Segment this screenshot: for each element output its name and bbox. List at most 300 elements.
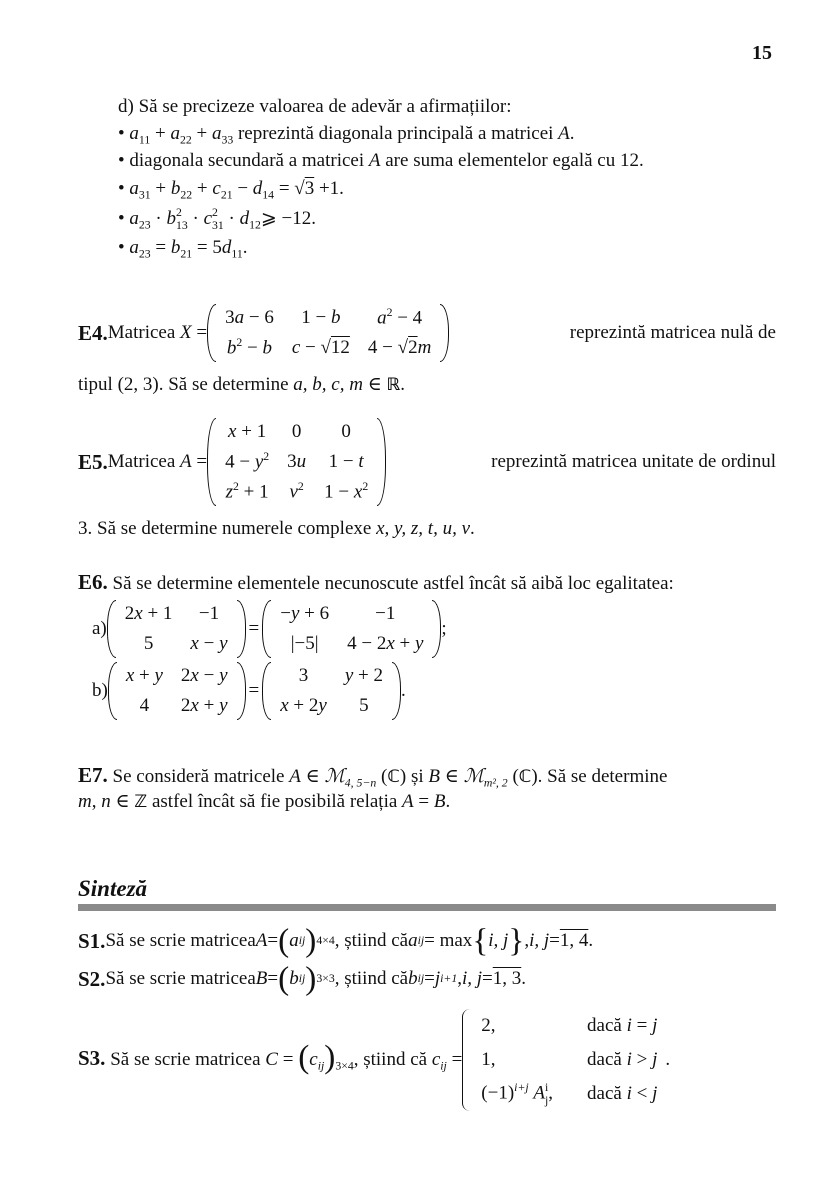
math-t: + [150, 178, 171, 199]
math-sub: 33 [221, 133, 234, 147]
math-t: > [631, 1048, 653, 1070]
matrix-cell [336, 661, 392, 691]
matrix-cell [283, 303, 359, 333]
math-t: , știind că [334, 930, 409, 951]
math-i: a [129, 178, 139, 199]
math-t: , [548, 1083, 554, 1105]
math-t: + 1 [142, 603, 173, 625]
matrix-cell [278, 477, 315, 507]
s3-end: . [665, 1049, 671, 1070]
math-subsup [176, 207, 188, 232]
math-t: · [223, 208, 240, 229]
matrix-cell [315, 417, 377, 447]
math-t: + 1 [236, 420, 267, 442]
math-i: x [386, 633, 395, 654]
math-sub: 11 [231, 247, 243, 261]
e5-post [491, 451, 776, 473]
math-t: = [482, 968, 493, 989]
e5-label [78, 450, 108, 475]
math-i: i, j [488, 930, 509, 951]
math-i: x, y, z, t, u, v [376, 518, 471, 539]
e6-a-right-matrix [262, 599, 441, 658]
matrix-cell [172, 691, 237, 721]
math-t: Matricea [107, 322, 181, 343]
math-t: 5 [143, 633, 154, 654]
math-i: b [289, 968, 299, 989]
math-t: − √ [300, 337, 331, 359]
matrix-cell [315, 447, 377, 477]
math-t: 1 − [324, 481, 354, 503]
math-i: c [212, 178, 221, 199]
math-t: 3 [298, 665, 309, 687]
math-i: c [309, 1049, 318, 1071]
matrix-cell [278, 417, 315, 447]
math-t: = [424, 968, 435, 989]
math-ov: 1, 4 [559, 930, 589, 951]
math-i: b [170, 237, 181, 258]
math-sub: 11 [138, 133, 151, 147]
e7-line1 [78, 763, 667, 791]
math-t: 1, [481, 1048, 496, 1070]
e6-b-right-matrix [262, 661, 401, 720]
math-i: i, j [461, 968, 483, 989]
math-sc: ℳ [463, 765, 484, 787]
math-big: ( [298, 1038, 310, 1076]
math-t: = [267, 930, 279, 951]
math-t: + 2 [288, 695, 319, 716]
math-subi: ij [440, 1059, 447, 1073]
math-i: b [226, 337, 237, 359]
math-i: a [408, 930, 418, 951]
math-i: x [125, 665, 135, 687]
math-i: i [626, 1082, 632, 1104]
matrix-cell [315, 477, 377, 507]
math-t: = [150, 237, 171, 258]
math-ov: 12 [330, 337, 350, 359]
case-condition [557, 1009, 661, 1043]
math-ov: 2 [408, 337, 418, 359]
e4-label [78, 321, 108, 346]
math-t: are suma elementelor egală cu 12. [380, 150, 644, 171]
math-i: A [255, 930, 268, 951]
math-t: · [150, 208, 167, 229]
math-t: 4 [139, 695, 150, 716]
case-value [477, 1043, 557, 1077]
math-t: + [191, 123, 212, 144]
math-t: 0 [341, 420, 351, 442]
e6-heading [78, 570, 674, 595]
math-i: u [296, 450, 307, 472]
math-i: a [377, 307, 387, 329]
math-t: • diagonala secundară a matricei [118, 150, 369, 171]
math-sub: 23 [138, 247, 151, 261]
math-sup: 2 [297, 479, 304, 493]
math-i: A [533, 1083, 546, 1105]
math-sub: 23 [138, 218, 151, 232]
math-i: c [291, 337, 301, 359]
math-i: j [652, 1082, 658, 1104]
math-i: x [228, 420, 237, 442]
math-t: . [569, 123, 575, 144]
matrix-cell [271, 599, 338, 629]
math-b: S3. [78, 1046, 106, 1071]
math-t: . [470, 518, 475, 539]
left-brace [462, 1009, 473, 1110]
math-t: reprezintă matricea unitate de ordinul [491, 451, 776, 472]
math-i: a [289, 930, 299, 951]
math-t: 2 [180, 695, 191, 716]
math-t: ( [376, 766, 388, 787]
math-sub: 21 [180, 247, 193, 261]
math-t: ) și [399, 766, 429, 787]
d-bullet-5 [118, 237, 247, 262]
math-t: + [198, 695, 220, 716]
matrix-cell [216, 477, 278, 507]
matrix-cell [216, 303, 283, 333]
matrix-cell [271, 661, 336, 691]
case-value [477, 1076, 557, 1110]
math-i: x [190, 695, 199, 716]
math-t: , [524, 930, 530, 951]
math-t: ∈ [362, 374, 387, 395]
math-t: 1 − [301, 307, 331, 329]
s3-pre [78, 1038, 463, 1076]
math-t: 4 − √ [367, 337, 409, 359]
e4-post [570, 322, 776, 344]
math-t: · [187, 208, 204, 229]
math-t: = [191, 451, 208, 472]
math-i: d [239, 208, 250, 229]
math-t: − [280, 603, 291, 625]
math-t: , știind că [353, 1049, 432, 1071]
math-t: +1. [314, 178, 344, 199]
math-t: + [192, 178, 213, 199]
matrix-cell [116, 599, 182, 629]
d-bullet-3 [118, 178, 344, 203]
math-t: = [631, 1015, 653, 1037]
math-script: 31 [212, 218, 224, 232]
matrix-cell [117, 691, 172, 721]
exercise-s2: S2. Să se scrie matricea B = ( b ij ) 3×3 , știind că b ij = j i+1 , i, j = 1, 3 . [78, 960, 526, 997]
case-condition [557, 1043, 661, 1077]
math-t: Să se scrie matricea [105, 968, 256, 989]
math-t: = [267, 968, 279, 989]
math-i: j [434, 968, 441, 989]
math-i: y [290, 603, 300, 625]
math-i: A [368, 150, 381, 171]
math-t: = max [424, 930, 473, 951]
math-sup: 2 [362, 479, 369, 493]
math-i: b [166, 208, 176, 229]
math-t: ⩾ −12. [260, 208, 317, 229]
synthesis-heading: Sinteză [78, 876, 148, 901]
matrix-cell [181, 599, 236, 629]
math-i: a [129, 123, 139, 144]
e7-line2 [78, 790, 450, 813]
e6-a-left-matrix [107, 599, 246, 658]
math-i: C [265, 1049, 278, 1071]
d-intro [118, 96, 512, 118]
math-sub: 21 [220, 188, 233, 202]
math-t: − [232, 178, 253, 199]
math-t: − [198, 665, 220, 687]
math-bb: ℝ [386, 375, 401, 395]
math-b: E5. [78, 449, 108, 474]
math-t: −1 [198, 603, 220, 625]
math-script: 13 [176, 218, 188, 232]
math-t: , [457, 968, 462, 989]
d-bullet-1 [118, 123, 575, 148]
math-t: dacă [587, 1048, 627, 1070]
math-bb: ℤ [134, 792, 148, 812]
math-t: reprezintă matricea nulă de [569, 322, 776, 343]
math-i: A [180, 451, 192, 472]
math-t: . [242, 237, 248, 258]
matrix-cell [271, 629, 338, 659]
math-t: − [198, 633, 220, 654]
math-t: ∈ [439, 766, 464, 787]
math-t: ∈ [110, 791, 135, 812]
e4-line2 [78, 373, 405, 396]
math-i: A [289, 766, 301, 787]
e5-matrix [207, 417, 386, 507]
math-i: B [255, 968, 268, 989]
math-t: 2 [180, 665, 191, 687]
math-i: X [180, 322, 192, 343]
math-i: b [262, 337, 273, 359]
math-t: = [549, 930, 560, 951]
e6-part-a [92, 600, 447, 658]
math-t: d) Să se precizeze valoarea de adevăr a afirmațiilor: [118, 96, 512, 117]
e6-part-b [92, 660, 406, 722]
matrix-cell [216, 333, 283, 363]
math-sub: 12 [249, 218, 261, 232]
math-t: , știind că [334, 968, 409, 989]
math-script: i [545, 1081, 549, 1095]
e4-pre [108, 322, 207, 344]
e4-matrix [207, 303, 449, 364]
math-t: tipul (2, 3). Să se determine [78, 374, 294, 395]
math-t: , [91, 791, 102, 812]
math-t: Să se scrie matricea [105, 1049, 266, 1071]
matrix-cell [172, 661, 237, 691]
math-i: A [558, 123, 570, 144]
math-i: i, j [529, 930, 550, 951]
e6-a-end: ; [441, 618, 447, 639]
math-t: Matricea [107, 451, 181, 472]
math-sub: 4×4 [316, 934, 335, 947]
math-i: B [428, 766, 440, 787]
matrix-cell [359, 333, 440, 363]
math-t: − 4 [392, 307, 423, 329]
math-sub: 3×4 [335, 1059, 354, 1073]
math-t: . [400, 374, 405, 395]
math-i: A [402, 791, 414, 812]
exercise-e4 [78, 298, 776, 368]
math-i: b [170, 178, 181, 199]
math-t: dacă [587, 1015, 627, 1037]
math-sup: 2 [236, 336, 243, 349]
math-i: y [154, 665, 163, 687]
math-i: d [252, 178, 263, 199]
matrix-cell [271, 691, 336, 721]
math-t: 3 [287, 450, 297, 472]
matrix-cell [336, 691, 392, 721]
math-i: y [219, 695, 228, 716]
math-t: + [394, 633, 415, 654]
math-i: m [417, 337, 432, 359]
equals-sign: = [248, 618, 260, 639]
case-row [477, 1009, 661, 1043]
d-bullet-2 [118, 150, 644, 172]
s3-cases [462, 1009, 661, 1110]
math-t: ). Să se determine [531, 766, 668, 787]
math-t: Se consideră matricele [107, 766, 290, 787]
math-sup: 2 [386, 305, 393, 319]
math-i: a [211, 123, 222, 144]
math-sc: ℳ [324, 765, 345, 787]
math-sub: 3×3 [316, 972, 335, 985]
math-i: a [129, 208, 139, 229]
math-script: 2 [212, 206, 218, 220]
equals-sign: = [248, 680, 260, 701]
math-t: astfel încât să fie posibilă relația [147, 791, 403, 812]
matrix-cell [216, 447, 278, 477]
math-sub: 14 [262, 188, 275, 202]
math-i: a [234, 307, 245, 329]
math-supi: i+j [514, 1081, 529, 1095]
math-i: d [221, 237, 232, 258]
math-i: v [289, 481, 298, 503]
math-subi: ij [298, 972, 306, 985]
math-t: + 6 [299, 603, 330, 625]
matrix-cell [338, 599, 432, 629]
math-i: y [219, 633, 228, 654]
case-row [477, 1043, 661, 1077]
math-subi: ij [417, 934, 425, 947]
math-t: 1 − [328, 450, 359, 472]
e6-b-end: . [400, 680, 406, 701]
matrix-cell [283, 333, 359, 363]
math-subi: m², 2 [483, 776, 508, 790]
math-t: 4 − 2 [347, 633, 387, 654]
math-t: • [118, 237, 130, 258]
math-subi: 4, 5−n [344, 776, 377, 790]
math-bb: ℂ [518, 767, 532, 787]
d-bullet-4 [118, 207, 316, 233]
math-t: = [446, 1049, 463, 1071]
case-row [477, 1076, 661, 1110]
math-i: x [353, 481, 363, 503]
math-subi: ij [417, 972, 425, 985]
math-t: = [413, 791, 434, 812]
math-t: • [118, 178, 130, 199]
math-sub: 22 [179, 133, 192, 147]
math-i: a [170, 123, 180, 144]
math-i: x [190, 665, 199, 687]
math-subi: ij [317, 1059, 325, 1073]
page-number: 15 [752, 42, 772, 64]
e5-line2 [78, 518, 475, 540]
math-t: = [191, 322, 208, 343]
math-t: Să se scrie matricea [105, 930, 256, 951]
math-subi: ij [298, 934, 306, 947]
math-i: a, b, c, m [293, 374, 363, 395]
math-t: reprezintă diagonala principală a matricei [233, 123, 559, 144]
math-supi: i+1 [440, 972, 458, 985]
e6-a-label: a) [92, 618, 107, 639]
e6-b-label: b) [92, 680, 108, 701]
math-t: = 5 [192, 237, 222, 258]
math-t: < [631, 1082, 653, 1104]
math-b: E7. [78, 763, 108, 787]
math-b: S2. [78, 966, 106, 991]
math-i: c [431, 1049, 441, 1071]
math-t: = √ [274, 178, 305, 199]
math-i: x [280, 695, 289, 716]
exercise-e5 [78, 414, 776, 510]
math-i: y [254, 451, 264, 473]
math-i: j [652, 1048, 658, 1070]
math-i: y [219, 665, 228, 687]
math-t: ( [507, 766, 519, 787]
math-b: E6. [78, 570, 108, 594]
math-i: n [101, 791, 111, 812]
math-t: + 2 [353, 665, 383, 687]
math-t: ∈ [300, 766, 325, 787]
math-t: • [118, 123, 130, 144]
math-t: Să se determine elementele necunoscute astfel încât să aibă loc egalitatea: [107, 573, 674, 594]
math-i: i [626, 1015, 632, 1037]
case-value [477, 1009, 557, 1043]
math-t: − 6 [244, 307, 274, 329]
matrix-cell [116, 629, 182, 659]
math-b: E4. [78, 320, 108, 345]
e5-pre [108, 451, 207, 473]
math-t: 3 [225, 307, 235, 329]
math-t: (−1) [481, 1083, 515, 1105]
math-i: B [433, 791, 446, 812]
math-ov: 3 [304, 178, 315, 199]
math-i: i [626, 1048, 632, 1070]
math-i: b [408, 968, 418, 989]
math-sub: 22 [180, 188, 193, 202]
math-t: + 1 [238, 481, 269, 503]
math-subsup [212, 207, 224, 232]
math-i: x [190, 633, 199, 654]
math-i: x [134, 603, 143, 625]
math-i: a [129, 237, 139, 258]
math-sup: 2 [263, 449, 270, 463]
math-t: 2 [124, 603, 135, 625]
section-divider [78, 904, 776, 911]
math-b: S1. [78, 928, 106, 953]
matrix-cell [181, 629, 236, 659]
math-i: b [330, 307, 341, 329]
math-t: . [521, 968, 526, 989]
case-condition [557, 1076, 661, 1110]
math-i: m [78, 791, 92, 812]
math-sup: 2 [233, 479, 239, 493]
math-t: |−5| [290, 633, 319, 654]
matrix-cell [338, 629, 432, 659]
math-i: c [203, 208, 213, 229]
math-t: 4 − [225, 451, 255, 473]
math-i: y [414, 633, 424, 654]
math-t: • [118, 208, 130, 229]
exercise-s1: S1. Să se scrie matricea A = ( a ij ) 4×4 , știind că a ij = max { i, j } , i, j = 1, 4 . [78, 922, 594, 959]
matrix-cell [117, 661, 172, 691]
